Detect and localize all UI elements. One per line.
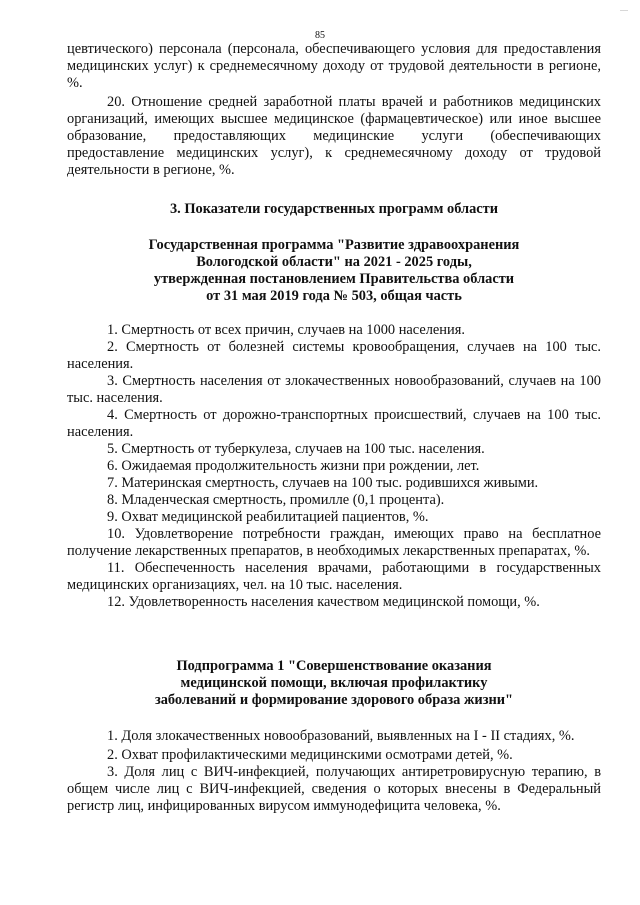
continuation-paragraph: цевтического) персонала (персонала, обеспечивающего условия для предоставления медицинских услуг) к среднемесячному доходу от трудовой деятельности в регионе, %. <box>67 41 601 91</box>
list-item: 5. Смертность от туберкулеза, случаев на 100 тыс. населения. <box>107 441 485 457</box>
program-heading-line: Государственная программа "Развитие здравоохранения <box>148 237 520 253</box>
section-heading: 3. Показатели государственных программ области <box>169 201 499 217</box>
list-item: 3. Смертность населения от злокачественных новообразований, случаев на 100 тыс. населения. <box>67 373 601 406</box>
list-item: 1. Смертность от всех причин, случаев на 1000 населения. <box>107 322 465 338</box>
list-item: 4. Смертность от дорожно-транспортных происшествий, случаев на 100 тыс. населения. <box>67 407 601 440</box>
program-heading-line: утвержденная постановлением Правительства области <box>153 271 515 287</box>
program-heading-line: Вологодской области" на 2021 - 2025 годы, <box>196 254 472 270</box>
program-heading <box>67 237 601 305</box>
program-indicator-list <box>67 322 601 611</box>
subprogram-heading <box>67 658 601 709</box>
page-number: 85 <box>315 30 325 41</box>
paragraph-item-20: 20. Отношение средней заработной платы врачей и работников медицинских организаций, имеющих высшее медицинское (фармацевтическое) или иное высшее образование, предоставляющих медицинские услуги (обеспечивающих предоставление медицинских услуг), к среднемесячному доходу от трудовой деятельности в регионе, %. <box>67 94 601 178</box>
list-item: 1. Доля злокачественных новообразований, выявленных на I - II стадиях, %. <box>107 728 575 744</box>
intro-block <box>67 41 601 179</box>
scan-corner-mark: .... <box>620 4 628 13</box>
list-item: 12. Удовлетворенность населения качеством медицинской помощи, %. <box>107 594 540 610</box>
subprogram-heading-line: Подпрограмма 1 "Совершенствование оказания <box>176 658 492 674</box>
list-item: 8. Младенческая смертность, промилле (0,1 процента). <box>107 492 445 508</box>
subprogram-indicator-list <box>67 728 601 815</box>
list-item: 7. Материнская смертность, случаев на 100 тыс. родившихся живыми. <box>107 475 539 491</box>
list-item: 10. Удовлетворение потребности граждан, имеющих право на бесплатное получение лекарственных препаратов, в необходимых лекарственных препаратах, %. <box>67 526 601 559</box>
list-item: 9. Охват медицинской реабилитацией пациентов, %. <box>107 509 429 525</box>
program-heading-line: от 31 мая 2019 года № 503, общая часть <box>206 288 462 304</box>
list-item: 3. Доля лиц с ВИЧ-инфекцией, получающих антиретровирусную терапию, в общем числе лиц с ВИЧ-инфекцией, сведения о которых внесены в Федеральный регистр лиц, инфицированных вирусом иммунодефицита человека, %. <box>67 764 601 814</box>
list-item: 6. Ожидаемая продолжительность жизни при рождении, лет. <box>107 458 480 474</box>
subprogram-heading-line: медицинской помощи, включая профилактику <box>180 675 488 691</box>
subprogram-heading-line: заболеваний и формирование здорового образа жизни" <box>154 692 514 708</box>
list-item: 11. Обеспеченность населения врачами, работающими в государственных медицинских организациях, чел. на 10 тыс. населения. <box>67 560 601 593</box>
list-item: 2. Смертность от болезней системы кровообращения, случаев на 100 тыс. населения. <box>67 339 601 372</box>
list-item: 2. Охват профилактическими медицинскими осмотрами детей, %. <box>107 747 513 763</box>
